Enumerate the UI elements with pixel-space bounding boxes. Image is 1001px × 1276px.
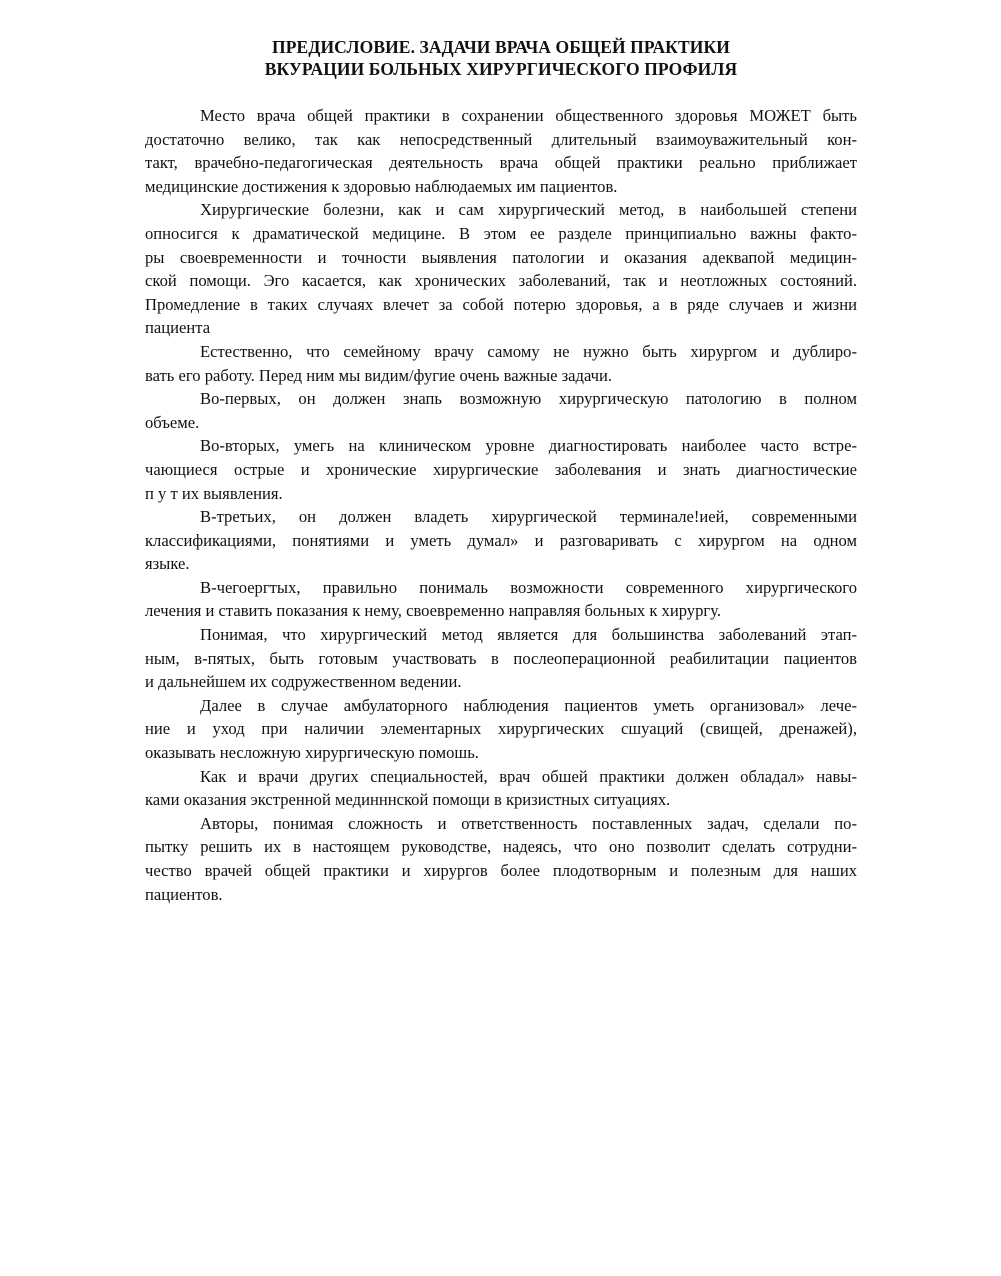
paragraph <box>145 505 857 576</box>
text-line: Промедление в таких случаях влечет за собой потерю здоровья, а в ряде случаев и жизни <box>145 294 857 314</box>
paragraph <box>145 104 857 198</box>
text-line: Далее в случае амбулаторного наблюдения пациентов уметь организовал» лече- <box>200 695 857 715</box>
text-line: Авторы, понимая сложность и ответственность поставленных задач, сделали по- <box>200 813 857 833</box>
text-line: п у т их выявления. <box>145 483 283 503</box>
paragraph <box>145 694 857 765</box>
document-body <box>145 104 857 906</box>
paragraph <box>145 434 857 505</box>
text-line: пытку решить их в настоящем руководстве, надеясь, что оно позволит сделать сотрудни- <box>145 837 857 857</box>
text-line: В-третьих, он должен владеть хирургической терминале!ией, современными <box>200 507 857 527</box>
paragraph <box>145 387 857 434</box>
text-line: Во-первых, он должен знапь возможную хирургическую патологию в полном <box>200 389 857 409</box>
text-line: ры своевременности и точности выявления патологии и оказания адеквапой медицин- <box>145 247 857 267</box>
text-line: ской помощи. Эго касается, как хронических заболеваний, так и неотложных состояний. <box>145 271 857 291</box>
text-line: чающиеся острые и хронические хирургические заболевания и знать диагностические <box>145 459 857 479</box>
text-line: оказывать несложную хирургическую помошь. <box>145 743 479 763</box>
title-line-2: ВКУРАЦИИ БОЛЬНЫХ ХИРУРГИЧЕСКОГО ПРОФИЛЯ <box>264 59 738 79</box>
text-line: классификациями, понятиями и уметь думал» и разговаривать с хирургом на одном <box>145 530 857 550</box>
text-line: Место врача общей практики в сохранении общественного здоровья МОЖЕТ быть <box>200 106 857 125</box>
text-line: лечения и ставить показания к нему, своевременно направляя больных к хирургу. <box>145 601 721 621</box>
page-title <box>145 36 857 80</box>
text-line: Понимая, что хирургический метод является для большинства заболеваний этап- <box>200 625 857 645</box>
text-line: и дальнейшем их содружественном ведении. <box>145 672 462 692</box>
paragraph <box>145 340 857 387</box>
paragraph <box>145 623 857 694</box>
text-line: Во-вторых, умегь на клиническом уровне диагностировать наиболее часто встре- <box>200 436 857 456</box>
text-line: В-чегоергтых, правильно понималь возможности современного хирургического <box>200 577 857 597</box>
text-line: ние и уход при наличии элементарных хирургических сшуаций (свищей, дренажей), <box>145 719 857 739</box>
text-line: пациента <box>145 318 211 338</box>
text-line: Естественно, что семейному врачу самому не нужно быть хирургом и дублиро- <box>200 341 857 361</box>
text-line: такт, врачебно-педагогическая деятельность врача общей практики реально приближает <box>145 153 857 173</box>
text-line: опносигся к драматической медицине. В этом ее разделе принципиально важны факто- <box>145 223 857 243</box>
paragraph <box>145 765 857 812</box>
text-line: чество врачей общей практики и хирургов более плодотворным и полезным для наших <box>145 861 857 880</box>
text-line: Хирургические болезни, как и сам хирургический метод, в наибольшей степени <box>200 200 857 220</box>
text-line: достаточно велико, так как непосредственный длительный взаимоуважительный кон- <box>145 129 857 149</box>
paragraph <box>145 198 857 340</box>
text-line: Как и врачи других специальностей, врач обшей практики должен обладал» навы- <box>200 766 857 786</box>
title-line-1: ПРЕДИСЛОВИЕ. ЗАДАЧИ ВРАЧА ОБЩЕЙ ПРАКТИКИ <box>272 37 730 57</box>
paragraph <box>145 576 857 623</box>
text-line: объеме. <box>145 412 200 432</box>
text-line: медицинские достижения к здоровью наблюдаемых им пациентов. <box>145 176 618 196</box>
text-line: пациентов. <box>145 884 223 904</box>
text-line: ками оказания экстренной мединннской помощи в кризистных ситуациях. <box>145 790 671 810</box>
text-line: вать его работу. Перед ним мы видим/фугие очень важные задачи. <box>145 365 613 385</box>
paragraph <box>145 812 857 906</box>
text-line: языке. <box>145 554 190 574</box>
text-line: ным, в-пятых, быть готовым участвовать в послеоперационной реабилитации пациентов <box>145 648 857 668</box>
